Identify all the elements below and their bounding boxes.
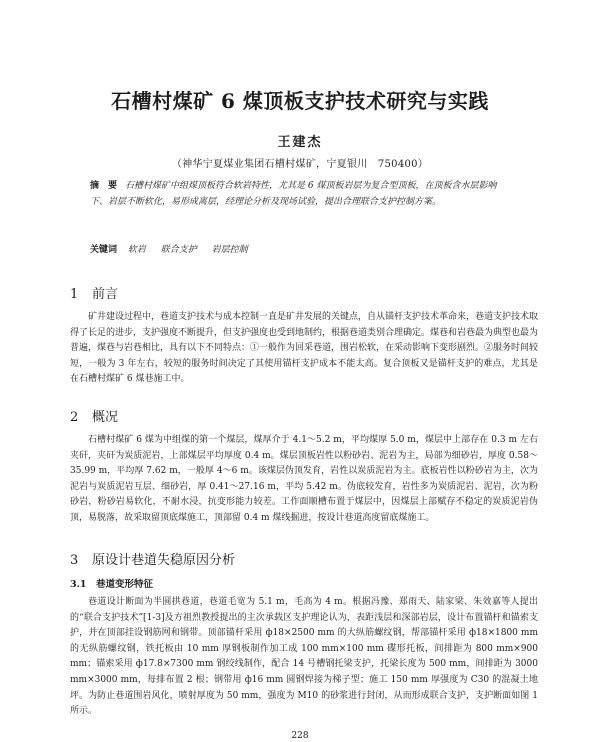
abstract bbox=[90, 179, 514, 210]
section-number: 2 bbox=[70, 410, 79, 425]
subsection-heading-3-1 bbox=[70, 578, 153, 592]
paper-title: 石槽村煤矿 6 煤顶板支护技术研究与实践 bbox=[111, 89, 489, 113]
section-1-paragraph: 矿井建设过程中，巷道支护技术与成本控制一直是矿井发展的关键点，自从锚杆支护技术革命来，巷道支护技术取得了长足的进步，支护强度不断提升，但支护强度也受到地制约，根据巷道类别合理确定。煤巷和岩巷最为典型也最为普遍，煤巷与岩巷相比，具有以下不同特点：①一般作为回采巷道，围岩松软，在采动影响下变形剧烈。②服务时间较短，一般为 3 年左右，较短的服务时间决定了其使用锚杆支护成本不能太高。复合顶板又是锚杆支护的难点，尤其是在石槽村煤矿 6 煤巷施工中。 bbox=[70, 312, 539, 385]
keyword-item: 联合支护 bbox=[160, 245, 197, 255]
section-number: 3 bbox=[70, 553, 79, 568]
section-title: 原设计巷道失稳原因分析 bbox=[92, 553, 236, 568]
subsection-number: 3.1 bbox=[70, 579, 87, 590]
keywords bbox=[90, 243, 514, 258]
section-2-paragraph: 石槽村煤矿 6 煤为中组煤的第一个煤层，煤厚介于 4.1～5.2 m，平均煤厚 5.0 m，煤层中上部存在 0.3 m 左右夹矸，夹矸为炭质泥岩，上部煤层平均厚度 0.4 m。煤层顶板岩性以粉砂岩、泥岩为主，局部为细砂岩，厚度 0.58～35.99 m，平均厚 7.62 m，一般厚 4～6 m。该煤层伪顶发育，岩性以炭质泥岩为主。底板岩性以粉砂岩为主，次为泥岩与炭质泥岩互层、细砂岩，厚 0.41～27.16 m，平均 5.42 m。伪底较发育，岩性多为炭质泥岩、泥岩，次为粉砂岩，粉砂岩易软化，不耐水浸，抗变形能力较差。工作面顺槽布置于煤层中，因煤层上部赋存不稳定的炭质泥岩伪顶，易脱落，故采取留顶底煤施工，顶部留 0.4 m 煤线掘进，按设计巷道高度留底煤施工。 bbox=[70, 435, 538, 523]
author-affiliation: （神华宁夏煤业集团石槽村煤矿，宁夏银川 750400） bbox=[171, 159, 429, 170]
section-title: 概况 bbox=[92, 410, 119, 425]
section-number: 1 bbox=[70, 287, 79, 302]
abstract-label: 摘 要 bbox=[90, 181, 118, 191]
section-heading-1 bbox=[70, 286, 118, 304]
keyword-item: 岩层控制 bbox=[211, 245, 248, 255]
section-title: 前言 bbox=[92, 287, 119, 302]
abstract-text: 石槽村煤矿中组煤顶板符合软岩特性，尤其是 6 煤顶板岩层为复合型顶板，在顶板含水层影响下、岩层不断软化，易形成离层，经理论分析及现场试验，提出合理联合支护控制方案。 bbox=[90, 181, 497, 207]
keyword-item: 软岩 bbox=[127, 245, 146, 255]
author-name: 王建杰 bbox=[277, 135, 323, 150]
keywords-label: 关键词 bbox=[90, 245, 118, 255]
subsection-title: 巷道变形特征 bbox=[96, 579, 154, 590]
section-heading-3 bbox=[70, 552, 235, 570]
page-number: 228 bbox=[291, 731, 309, 741]
section-3-1-paragraph: 巷道设计断面为半圆拱巷道，巷道毛宽为 5.1 m，毛高为 4 m。根据冯豫、郑雨天、陆家梁、朱效嘉等人提出的“联合支护技术”[1-3]及方祖烈教授提出的主次承载区支护理论认为，表距浅层和深部岩层，设计布置锚杆和锚索支护，并在顶部挂设钢筋网和钢带。顶部锚杆采用 ф18×2500 mm 的大纵筋螺纹钢，帮部锚杆采用 ф18×1800 mm 的无纵筋螺纹钢，铁托板由 10 mm 厚钢板制作加工成 100 mm×100 mm 碟形托板，间排距为 800 mm×900 mm；锚索采用 ф17.8×7300 mm 钢绞线制作，配合 14 号槽钢托梁支护，托梁长度为 500 mm，间排距为 3000 mm×3000 mm，每排布置 2 根；钢带用 ф16 mm 圆钢焊接为梯子型；施工 150 mm 厚强度为 C30 的混凝土地坪。为防止巷道围岩风化，喷射厚度为 50 mm，强度为 M10 的砂浆进行封闭，从而形成联合支护，支护断面如图 1 所示。 bbox=[70, 597, 538, 717]
section-heading-2 bbox=[70, 409, 118, 427]
